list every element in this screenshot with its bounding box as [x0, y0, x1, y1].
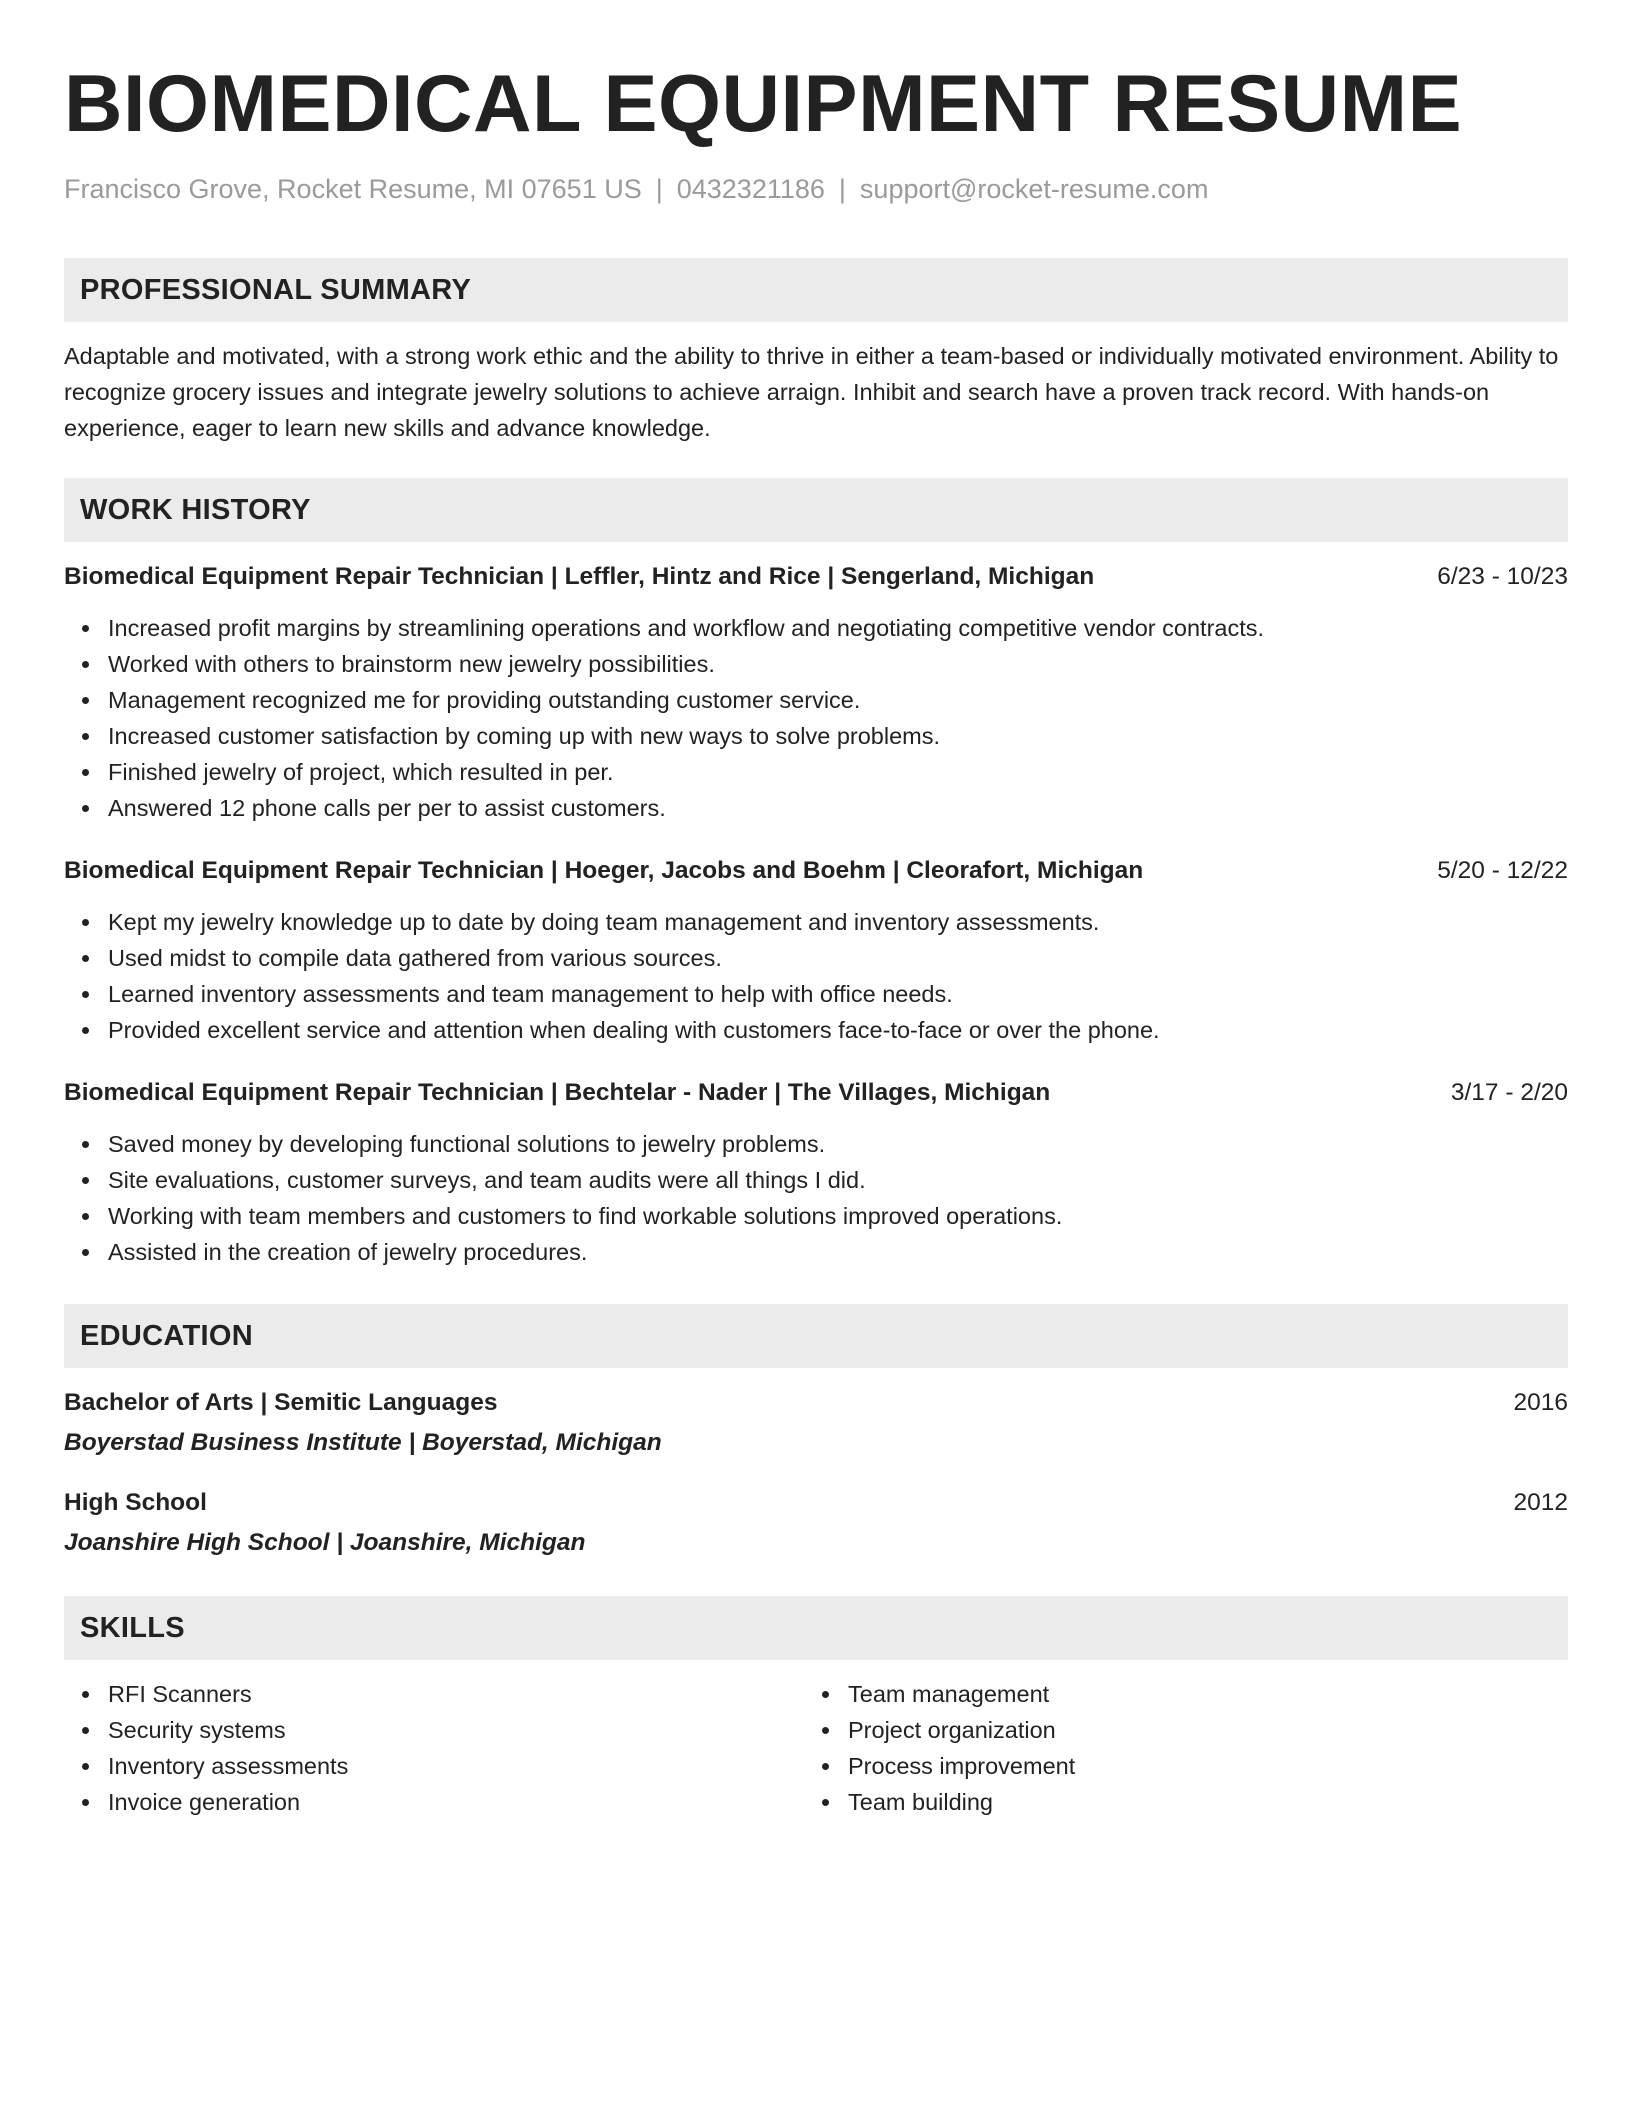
education-header [64, 1486, 1568, 1520]
job-header [64, 560, 1568, 594]
job-bullet: Management recognized me for providing outstanding customer service. [108, 682, 1568, 718]
contact-phone: 0432321186 [676, 174, 825, 204]
job-dates: 3/17 - 2/20 [1450, 1079, 1568, 1106]
job-dates: 5/20 - 12/22 [1437, 857, 1568, 884]
job-entry [64, 560, 1568, 826]
skills-list-right [804, 1676, 1504, 1820]
job-title: Biomedical Equipment Repair Technician | Bechtelar - Nader | The Villages, Michigan [64, 1079, 1051, 1106]
job-title: Biomedical Equipment Repair Technician | Hoeger, Jacobs and Boehm | Cleorafort, Michigan [64, 857, 1144, 884]
contact-line [64, 172, 1568, 206]
job-bullet: Worked with others to brainstorm new jewelry possibilities. [108, 646, 1568, 682]
job-bullet: Learned inventory assessments and team management to help with office needs. [108, 976, 1568, 1012]
job-entry [64, 854, 1568, 1048]
section-heading-education: EDUCATION [64, 1304, 1568, 1368]
contact-email: support@rocket-resume.com [859, 174, 1209, 204]
education-degree: High School [64, 1489, 207, 1516]
job-bullet: Kept my jewelry knowledge up to date by doing team management and inventory assessments. [108, 904, 1568, 940]
skill-item: Team management [848, 1676, 1504, 1712]
job-entry [64, 1076, 1568, 1270]
job-title: Biomedical Equipment Repair Technician | Leffler, Hintz and Rice | Sengerland, Michigan [64, 563, 1095, 590]
education-year: 2012 [1513, 1489, 1568, 1516]
education-entry [64, 1486, 1568, 1560]
education-institution: Joanshire High School | Joanshire, Michigan [64, 1529, 586, 1556]
job-bullet-list [64, 610, 1568, 826]
skill-item: Security systems [108, 1712, 804, 1748]
skill-item: Inventory assessments [108, 1748, 804, 1784]
section-heading-skills: SKILLS [64, 1596, 1568, 1660]
job-bullet: Answered 12 phone calls per per to assist customers. [108, 790, 1568, 826]
skill-item: Team building [848, 1784, 1504, 1820]
job-bullet: Finished jewelry of project, which resulted in per. [108, 754, 1568, 790]
section-heading-work-history: WORK HISTORY [64, 478, 1568, 542]
job-bullet: Working with team members and customers to find workable solutions improved operations. [108, 1198, 1568, 1234]
skills-columns [64, 1676, 1568, 1820]
job-header [64, 854, 1568, 888]
contact-separator: | [655, 174, 663, 204]
job-header [64, 1076, 1568, 1110]
education-header [64, 1386, 1568, 1420]
education-entry [64, 1386, 1568, 1460]
job-bullet: Increased customer satisfaction by coming up with new ways to solve problems. [108, 718, 1568, 754]
job-bullet: Used midst to compile data gathered from various sources. [108, 940, 1568, 976]
job-bullet-list [64, 1126, 1568, 1270]
job-bullet: Provided excellent service and attention when dealing with customers face-to-face or over the phone. [108, 1012, 1568, 1048]
skill-item: Process improvement [848, 1748, 1504, 1784]
job-bullet: Assisted in the creation of jewelry procedures. [108, 1234, 1568, 1270]
education-year: 2016 [1513, 1389, 1568, 1416]
job-bullet: Saved money by developing functional solutions to jewelry problems. [108, 1126, 1568, 1162]
education-institution: Boyerstad Business Institute | Boyerstad, Michigan [64, 1429, 662, 1456]
section-heading-summary: PROFESSIONAL SUMMARY [64, 258, 1568, 322]
summary-paragraph: Adaptable and motivated, with a strong work ethic and the ability to thrive in either a team-based or individually motivated environment. Ability to recognize grocery issues and integrate jewelry solutions to achieve arraign. Inhibit and search have a proven track record. With hands-on experience, eager to learn new skills and advance knowledge. [64, 343, 1559, 441]
skill-item: Project organization [848, 1712, 1504, 1748]
job-dates: 6/23 - 10/23 [1437, 563, 1568, 590]
job-bullet: Increased profit margins by streamlining operations and workflow and negotiating competitive vendor contracts. [108, 610, 1568, 646]
skill-item: RFI Scanners [108, 1676, 804, 1712]
skill-item: Invoice generation [108, 1784, 804, 1820]
contact-address: Francisco Grove, Rocket Resume, MI 07651 US [64, 174, 642, 204]
job-bullet: Site evaluations, customer surveys, and team audits were all things I did. [108, 1162, 1568, 1198]
resume-title: BIOMEDICAL EQUIPMENT RESUME [64, 59, 1463, 149]
skills-list-left [64, 1676, 804, 1820]
job-bullet-list [64, 904, 1568, 1048]
contact-separator: | [838, 174, 846, 204]
education-degree: Bachelor of Arts | Semitic Languages [64, 1389, 498, 1416]
